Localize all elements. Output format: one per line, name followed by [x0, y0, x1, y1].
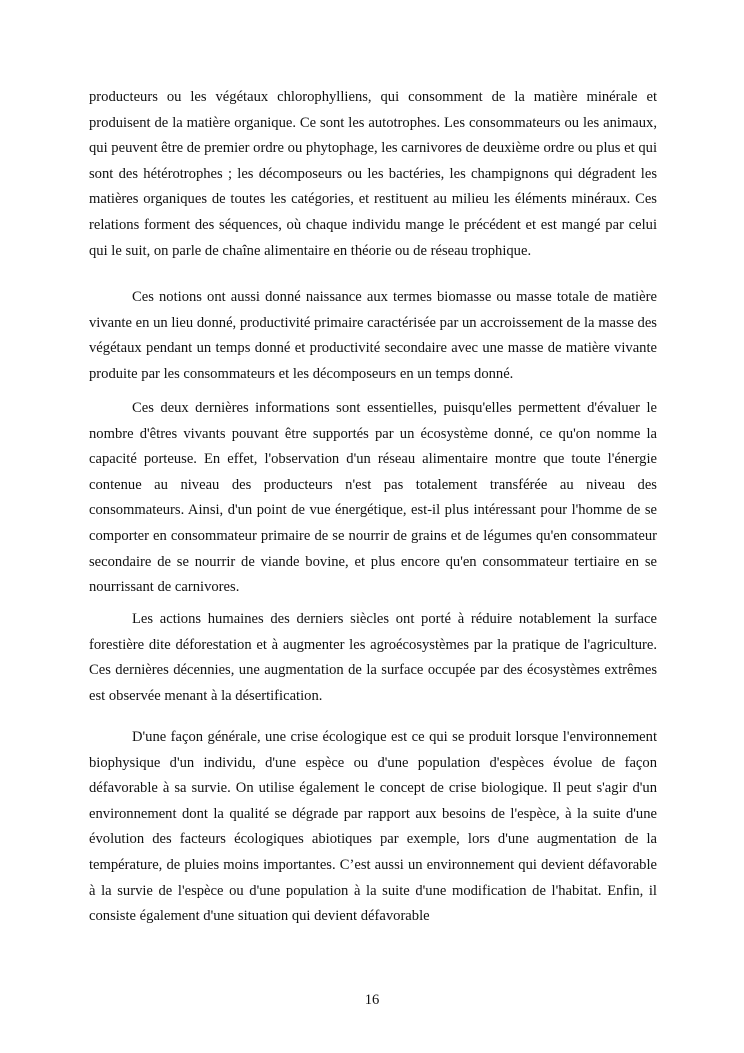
page-number: 16: [364, 992, 380, 1008]
paragraph-human-actions: Les actions humaines des derniers siècles ont porté à réduire notablement la surface forestière dite déforestation et à augmenter les agroécosystèmes par la pratique de l'agriculture. Ces dernières décennies, une augmentation de la surface occupée par des écosystèmes extrêmes est observée menant à la désertification.: [89, 611, 657, 704]
paragraph-carrying-capacity: Ces deux dernières informations sont essentielles, puisqu'elles permettent d'évaluer le nombre d'êtres vivants pouvant être supportés par un écosystème donné, ce qu'on nomme la capacité porteuse. En effet, l'observation d'un réseau alimentaire montre que toute l'énergie contenue au niveau des producteurs n'est pas totalement transférée au niveau des consommateurs. Ainsi, d'un point de vue énergétique, est-il plus intéressant pour l'homme de se comporter en consommateur primaire de se nourrir de grains et de légumes qu'en consommateur secondaire de se nourrir de viande bovine, et plus encore qu'en consommateur tertiaire en se nourrissant de carnivores.: [89, 400, 657, 596]
paragraph-food-chain: producteurs ou les végétaux chlorophylliens, qui consomment de la matière minérale et produisent de la matière organique. Ce sont les autotrophes. Les consommateurs ou les animaux, qui peuvent être de premier ordre ou phytophage, les carnivores de deuxième ordre ou plus et qui sont des hétérotrophes ; les décomposeurs ou les bactéries, les champignons qui dégradent les matières organiques de toutes les catégories, et restituent au milieu les éléments minéraux. Ces relations forment des séquences, où chaque individu mange le précédent et est mangé par celui qui le suit, on parle de chaîne alimentaire en théorie ou de réseau trophique.: [89, 89, 657, 259]
paragraph-biomass: Ces notions ont aussi donné naissance aux termes biomasse ou masse totale de matière vivante en un lieu donné, productivité primaire caractérisée par un accroissement de la masse des végétaux pendant un temps donné et productivité secondaire avec une masse de matière vivante produite par les consommateurs et les décomposeurs en un temps donné.: [89, 289, 657, 382]
paragraph-ecological-crisis: D'une façon générale, une crise écologique est ce qui se produit lorsque l'environnement biophysique d'un individu, d'une espèce ou d'une population d'espèces évolue de façon défavorable à sa survie. On utilise également le concept de crise biologique. Il peut s'agir d'un environnement dont la qualité se dégrade par rapport aux besoins de l'espèce, à la suite d'une évolution des facteurs écologiques abiotiques par exemple, lors d'une augmentation de la température, de pluies moins importantes. C’est aussi un environnement qui devient défavorable à la survie de l'espèce ou d'une population à la suite d'une modification de l'habitat. Enfin, il consiste également d'une situation qui devient défavorable: [89, 729, 657, 925]
